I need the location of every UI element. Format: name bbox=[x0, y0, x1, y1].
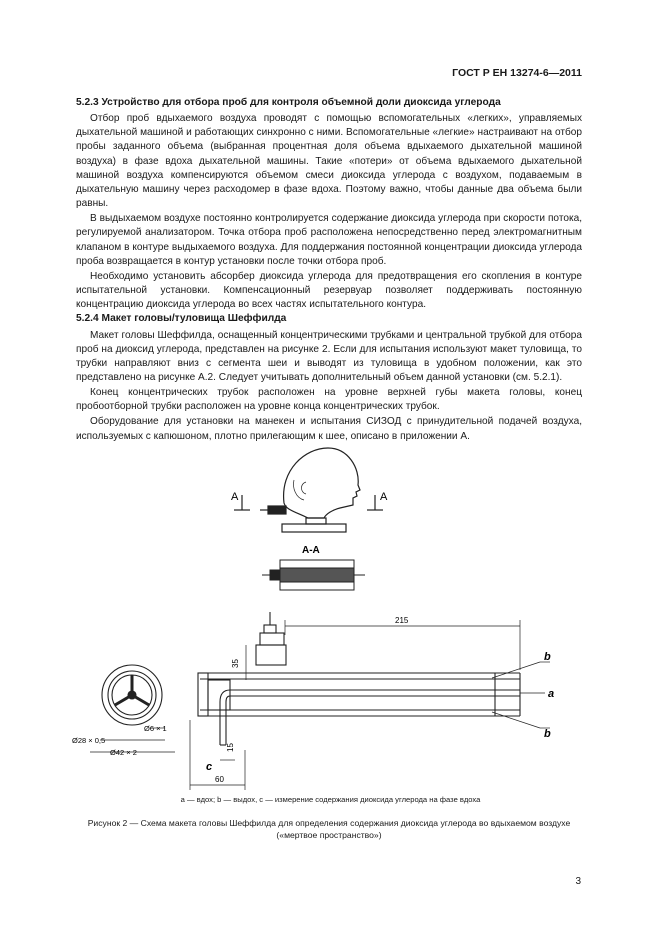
document-header: ГОСТ Р ЕН 13274-6—2011 bbox=[452, 67, 582, 79]
section-title: А-А bbox=[302, 545, 320, 556]
paragraph: Макет головы Шеффилда, оснащенный концентрическими трубками и центральной трубкой для отбора проб на диоксид углерода, представлен на рисунке 2. Если для испытания используют макет туловища, то трубки направляют вниз с сегмента шеи и выводят из туловища в удобном положении, как это представлено на рисунке А.2. Следует учитывать дополнительный объем данной установки (см. 5.2.1). bbox=[76, 329, 582, 383]
page-number: 3 bbox=[575, 876, 581, 887]
paragraph: Конец концентрических трубок расположен на уровне верхней губы макета головы, конец пробоотборной трубки расположен на уровне конца концентрических трубок. bbox=[76, 387, 582, 413]
section-marker-right: А bbox=[380, 491, 388, 503]
section-marker-left: А bbox=[231, 491, 239, 503]
label-a: a bbox=[548, 688, 555, 700]
paragraph: В выдыхаемом воздухе постоянно контролируется содержание диоксида углерода при скорости потока, регулируемой анализатором. Точка отбора проб расположена непосредственно перед электромагнитным клапаном в контуре выдыхаемого воздуха. Для поддержания постоянной концентрации диоксида углерода проба возвращается в контур установки после точки отбора проб. bbox=[76, 213, 582, 267]
section-heading-5-2-3: 5.2.3 Устройство для отбора проб для контроля объемной доли диоксида углерода bbox=[76, 97, 501, 108]
body-text bbox=[76, 96, 582, 444]
dimension-215: 215 bbox=[395, 616, 409, 625]
label-b-top: b bbox=[544, 651, 551, 663]
dimension-d6: Ø6 × 1 bbox=[144, 724, 167, 733]
label-c: c bbox=[206, 761, 213, 773]
dimension-15: 15 bbox=[226, 743, 235, 752]
figure-caption: Рисунок 2 — Схема макета головы Шеффилда для определения содержания диоксида углерода во вдыхаемом воздухе («мертвое пространство») bbox=[87, 818, 571, 840]
dimension-d42: Ø42 × 2 bbox=[110, 748, 137, 757]
paragraph: Отбор проб вдыхаемого воздуха проводят с помощью вспомогательных «легких», управляемых дыхательной машиной и работающих синхронно с ними. Вспомогательные «легкие» настраивают на отбор пробы заданного объема (выбранная процентная доля объема вдыхаемого дыхательной машиной воздуха) в фазе вдоха дыхательной машины. Такие «потери» от объема вдыхаемого дыхательной машиной воздуха компенсируются объемом смеси диоксида углерода с воздухом, подаваемым в дыхательную машину через расходомер в фазе вдоха. Поэтому важно, чтобы данные два объема были равны. bbox=[76, 113, 582, 210]
head-outline-icon bbox=[284, 448, 360, 518]
dimension-35: 35 bbox=[231, 659, 240, 668]
paragraph: Оборудование для установки на манекен и испытания СИЗОД с принудительной подачей воздуха, используемых с капюшоном, плотно прилегающим к шее, описано в приложении А. bbox=[76, 416, 582, 442]
figure-legend: а — вдох; b — выдох, с — измерение содержания диоксида углерода на фазе вдоха bbox=[180, 795, 481, 804]
paragraph: Необходимо установить абсорбер диоксида углерода для предотвращения его скопления в контуре испытательной установки. Компенсационный резервуар позволяет поддерживать постоянную концентрацию диоксида углерода во всех частях испытательного контура. bbox=[76, 270, 582, 311]
dimension-60: 60 bbox=[215, 775, 224, 784]
sheffield-head-diagram bbox=[70, 440, 590, 810]
label-b-bottom: b bbox=[544, 728, 551, 740]
dimension-d28: Ø28 × 0,5 bbox=[72, 736, 106, 745]
section-heading-5-2-4: 5.2.4 Макет головы/туловища Шеффилда bbox=[76, 313, 287, 325]
